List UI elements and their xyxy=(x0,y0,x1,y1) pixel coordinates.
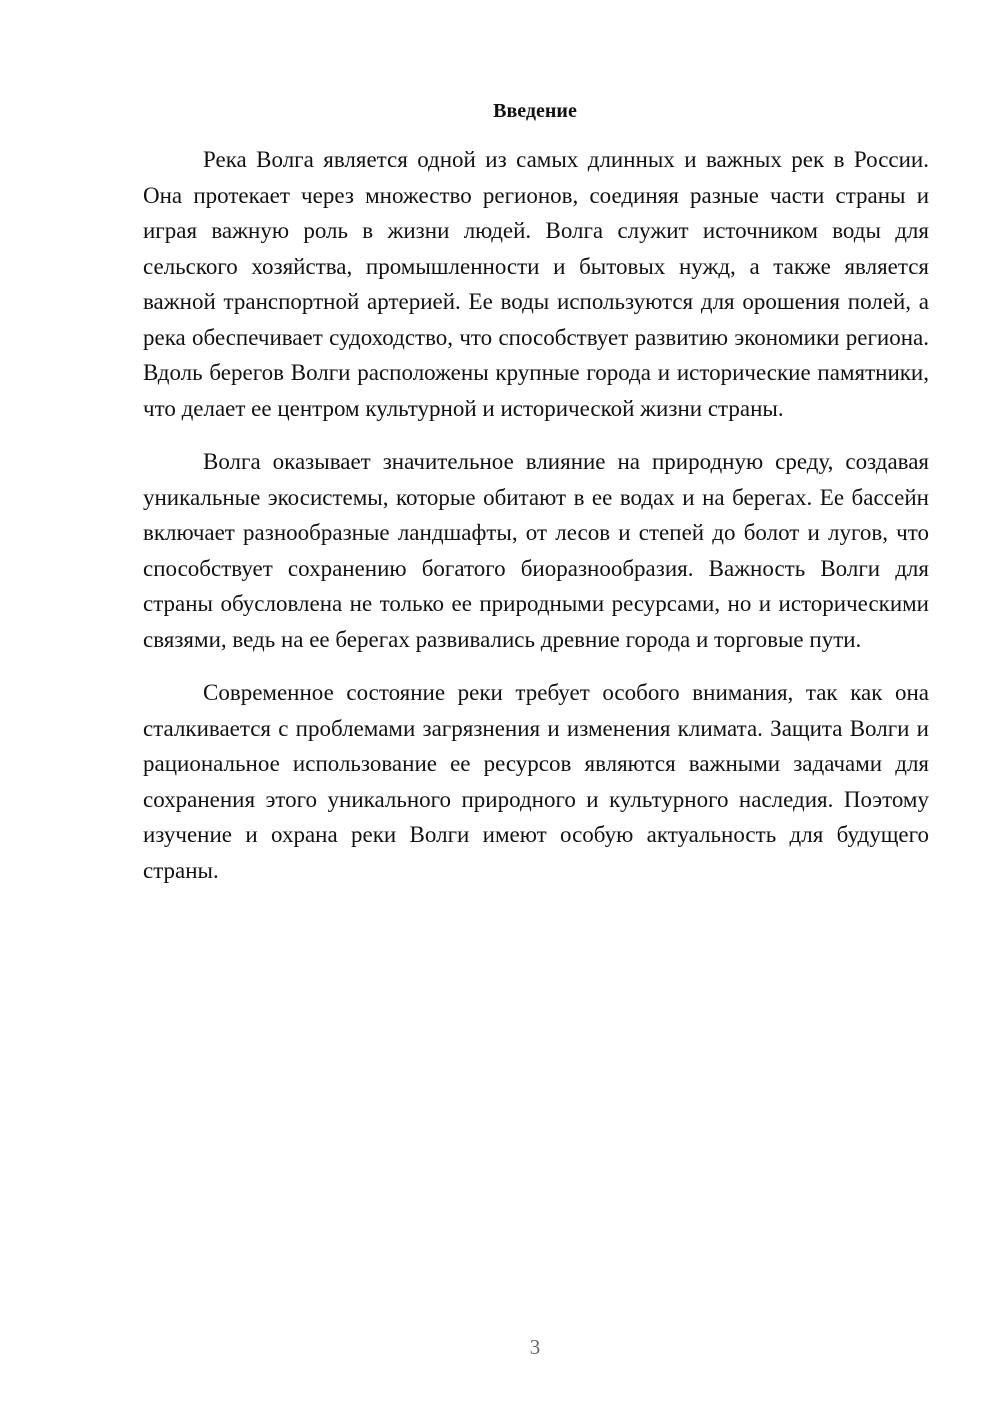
page-number: 3 xyxy=(529,1335,541,1359)
document-body xyxy=(143,142,929,906)
paragraph-3: Современное состояние реки требует особого внимания, так как она сталкивается с проблемами загрязнения и изменения климата. Защита Волги и рациональное использование ее ресурсов являются важными задачами для сохранения этого уникального природного и культурного наследия. Поэтому изучение и охрана реки Волги имеют особую актуальность для будущего страны. xyxy=(143,680,929,883)
paragraph-2: Волга оказывает значительное влияние на природную среду, создавая уникальные экосистемы, которые обитают в ее водах и на берегах. Ее бассейн включает разнообразные ландшафты, от лесов и степей до болот и лугов, что способствует сохранению богатого биоразнообразия. Важность Волги для страны обусловлена не только ее природными ресурсами, но и историческими связями, ведь на ее берегах развивались древние города и торговые пути. xyxy=(143,449,929,652)
section-heading: Введение xyxy=(493,100,577,122)
paragraph-1: Река Волга является одной из самых длинных и важных рек в России. Она протекает через множество регионов, соединяя разные части страны и играя важную роль в жизни людей. Волга служит источником воды для сельского хозяйства, промышленности и бытовых нужд, а также является важной транспортной артерией. Ее воды используются для орошения полей, а река обеспечивает судоходство, что способствует развитию экономики региона. Вдоль берегов Волги расположены крупные города и исторические памятники, что делает ее центром культурной и исторической жизни страны. xyxy=(143,147,929,421)
